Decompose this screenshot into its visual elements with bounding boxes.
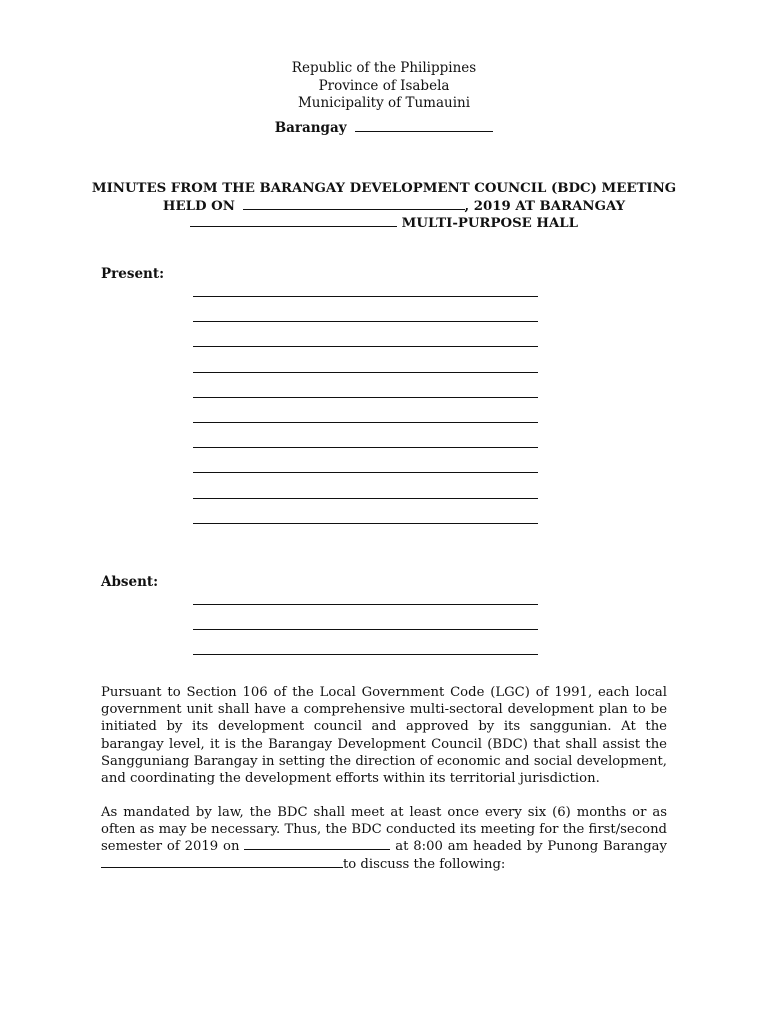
absent-label: Absent: (101, 574, 159, 590)
header-republic: Republic of the Philippines (291, 60, 477, 76)
present-signature-line (193, 447, 538, 448)
present-signature-line (193, 422, 538, 423)
venue-blank (190, 215, 397, 227)
punong-barangay-blank (101, 856, 343, 868)
header-municipality: Municipality of Tumauini (297, 95, 471, 111)
barangay-label: Barangay (274, 120, 347, 136)
mandate-text-1: As mandated by law, the BDC shall meet at least once every six (6) months or as often as may be necessary. Thus, the BDC conducted its meeting for the first/second semester of 2019 on (101, 805, 667, 855)
title-held-on: HELD ON (162, 199, 235, 214)
present-signature-line (193, 523, 538, 524)
present-signature-line (193, 397, 538, 398)
present-signature-line (193, 296, 538, 297)
mandate-text-2: at 8:00 am headed by Punong Barangay (395, 839, 667, 855)
barangay-line (0, 120, 768, 137)
absent-signature-line (193, 604, 538, 605)
mandate-text-3: to discuss the following: (343, 856, 506, 872)
absent-signature-line (193, 629, 538, 630)
present-signature-line (193, 346, 538, 347)
paragraph-mandate (101, 804, 667, 873)
present-label: Present: (101, 266, 165, 282)
paragraph-intro: Pursuant to Section 106 of the Local Government Code (LGC) of 1991, each local government unit shall have a comprehensive multi-sectoral development plan to be initiated by its development council and approved by its sanggunian. At the barangay level, it is the Barangay Development Council (BDC) that shall assist the Sangguniang Barangay in setting the direction of economic and social development, and coordinating the development efforts within its territorial jurisdiction. (101, 685, 667, 787)
meeting-date-blank (244, 838, 390, 850)
title-hall: MULTI-PURPOSE HALL (401, 216, 579, 231)
header-province: Province of Isabela (318, 78, 450, 94)
title-year-barangay: , 2019 AT BARANGAY (464, 199, 626, 214)
barangay-blank (355, 120, 493, 132)
present-signature-line (193, 372, 538, 373)
present-signature-line (193, 472, 538, 473)
absent-signature-line (193, 654, 538, 655)
date-blank (243, 198, 465, 210)
title-line3 (0, 214, 768, 233)
present-signature-line (193, 498, 538, 499)
title-line1: MINUTES FROM THE BARANGAY DEVELOPMENT COUNCIL (BDC) MEETING (91, 181, 677, 196)
present-signature-line (193, 321, 538, 322)
